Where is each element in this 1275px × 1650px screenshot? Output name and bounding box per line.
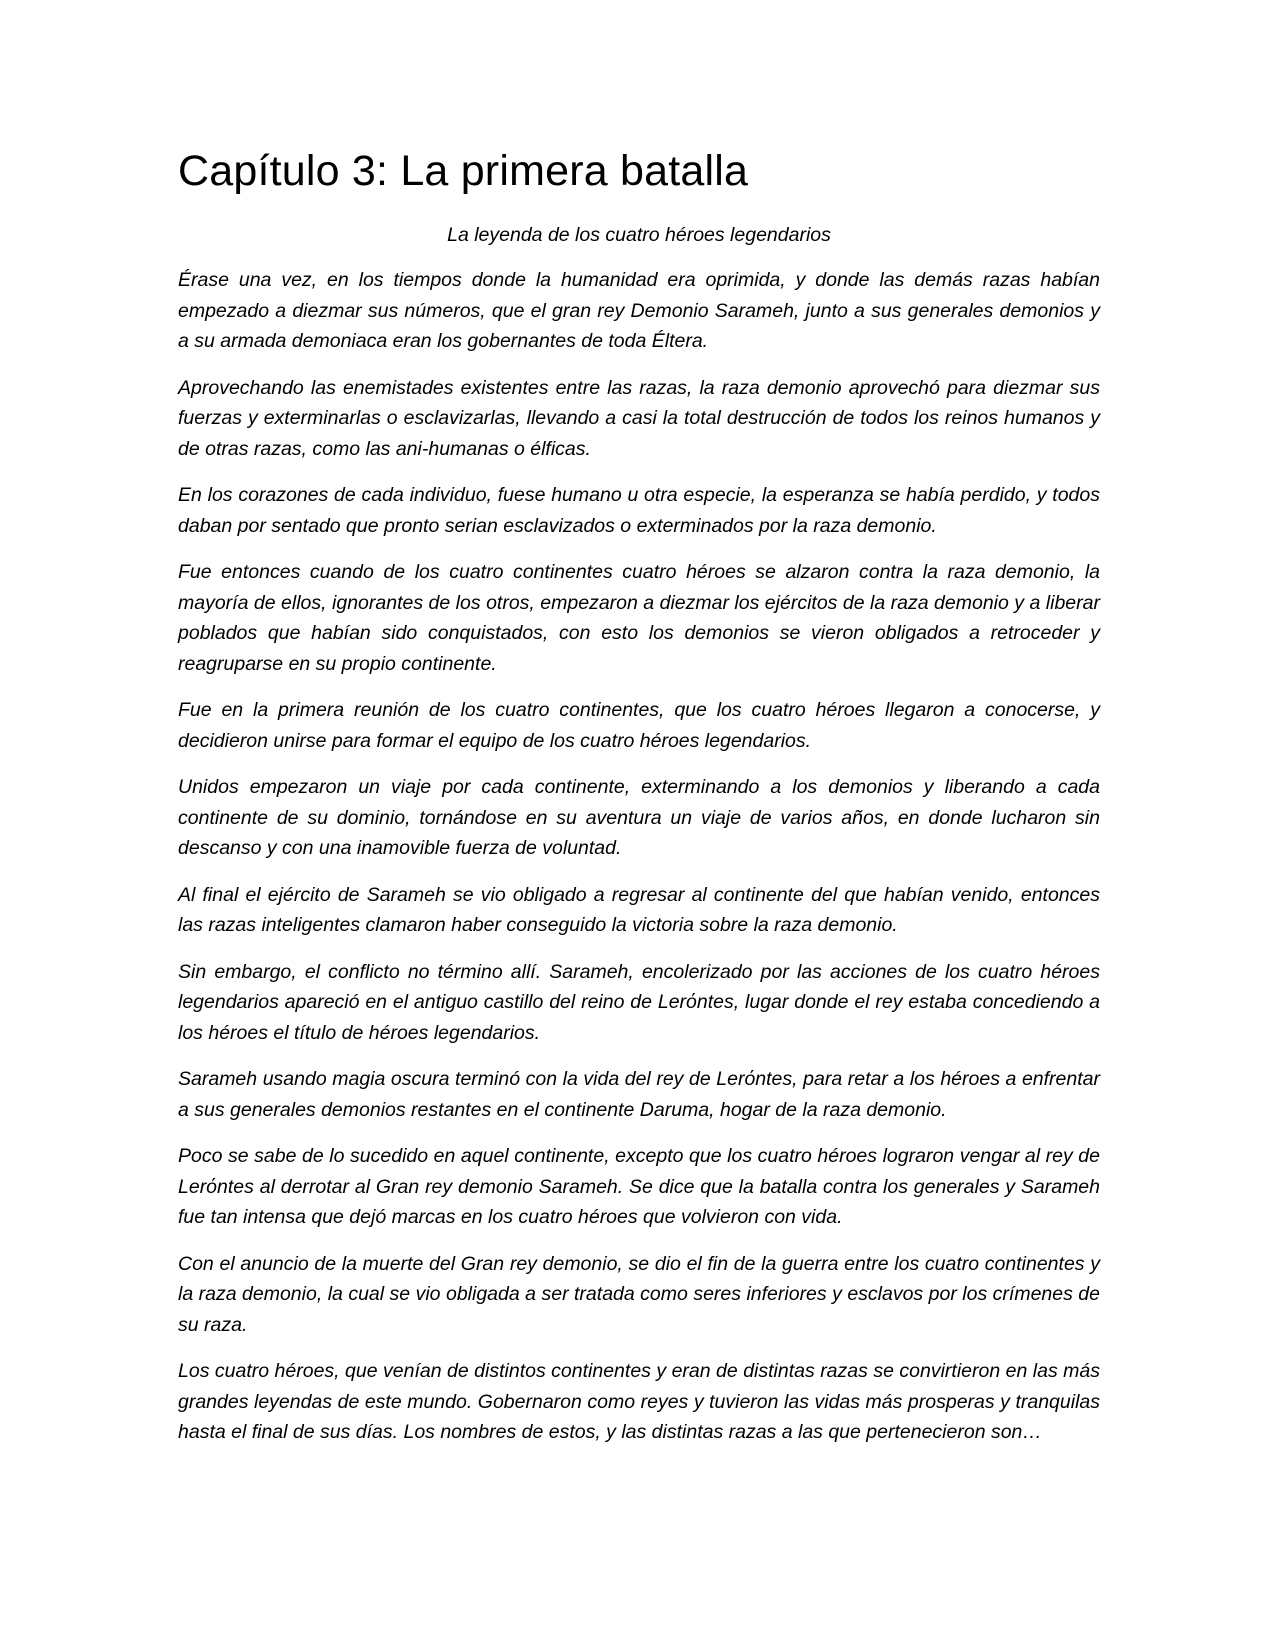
paragraph: Sarameh usando magia oscura terminó con la vida del rey de Lerόntes, para retar a los héroes a enfrentar a sus generales demonios restantes en el continente Daruma, hogar de la raza demonio. [178, 1068, 1100, 1121]
paragraph: Los cuatro héroes, que venían de distintos continentes y eran de distintas razas se convirtieron en las más grandes leyendas de este mundo. Gobernaron como reyes y tuvieron las vidas más prosperas y tranquilas hasta el final de sus días. Los nombres de estos, y las distintas razas a las que pertenecieron son… [178, 1360, 1100, 1444]
paragraph: Fue en la primera reunión de los cuatro continentes, que los cuatro héroes llegaron a conocerse, y decidieron unirse para formar el equipo de los cuatro héroes legendarios. [178, 699, 1100, 752]
paragraph: Fue entonces cuando de los cuatro continentes cuatro héroes se alzaron contra la raza demonio, la mayoría de ellos, ignorantes de los otros, empezaron a diezmar los ejércitos de la raza demonio y a liberar poblados que habían sido conquistados, con esto los demonios se vieron obligados a retroceder y reagruparse en su propio continente. [178, 561, 1100, 675]
paragraph: Sin embargo, el conflicto no término allí. Sarameh, encolerizado por las acciones de los cuatro héroes legendarios apareció en el antiguo castillo del reino de Lerόntes, lugar donde el rey estaba concediendo a los héroes el título de héroes legendarios. [178, 960, 1100, 1044]
section-subtitle: La leyenda de los cuatro héroes legendarios [447, 223, 831, 246]
paragraph: Al final el ejército de Sarameh se vio obligado a regresar al continente del que habían venido, entonces las razas inteligentes clamaron haber conseguido la victoria sobre la raza demonio. [178, 883, 1100, 937]
paragraph: Con el anuncio de la muerte del Gran rey demonio, se dio el fin de la guerra entre los cuatro continentes y la raza demonio, la cual se vio obligada a ser tratada como seres inferiores y esclavos por los crímenes de su raza. [178, 1252, 1100, 1336]
paragraph: Poco se sabe de lo sucedido en aquel continente, excepto que los cuatro héroes lograron vengar al rey de Lerόntes al derrotar al Gran rey demonio Sarameh. Se dice que la batalla contra los generales y Sarameh fue tan intensa que dejó marcas en los cuatro héroes que volvieron con vida. [178, 1145, 1100, 1229]
chapter-title: Capítulo 3: La primera batalla [178, 147, 749, 195]
page-content [178, 146, 1100, 1464]
paragraph: Érase una vez, en los tiempos donde la humanidad era oprimida, y donde las demás razas habían empezado a diezmar sus números, que el gran rey Demonio Sarameh, junto a sus generales demonios y a su armada demoniaca eran los gobernantes de toda Éltera. [178, 269, 1100, 353]
paragraph: Unidos empezaron un viaje por cada continente, exterminando a los demonios y liberando a cada continente de su dominio, tornándose en su aventura un viaje de varios años, en donde lucharon sin descanso y con una inamovible fuerza de voluntad. [178, 776, 1100, 860]
paragraph: Aprovechando las enemistades existentes entre las razas, la raza demonio aprovechó para diezmar sus fuerzas y exterminarlas o esclavizarlas, llevando a casi la total destrucción de todos los reinos humanos y de otras razas, como las ani-humanas o élficas. [178, 376, 1100, 460]
paragraph: En los corazones de cada individuo, fuese humano u otra especie, la esperanza se había perdido, y todos daban por sentado que pronto serian esclavizados o exterminados por la raza demonio. [178, 484, 1100, 537]
